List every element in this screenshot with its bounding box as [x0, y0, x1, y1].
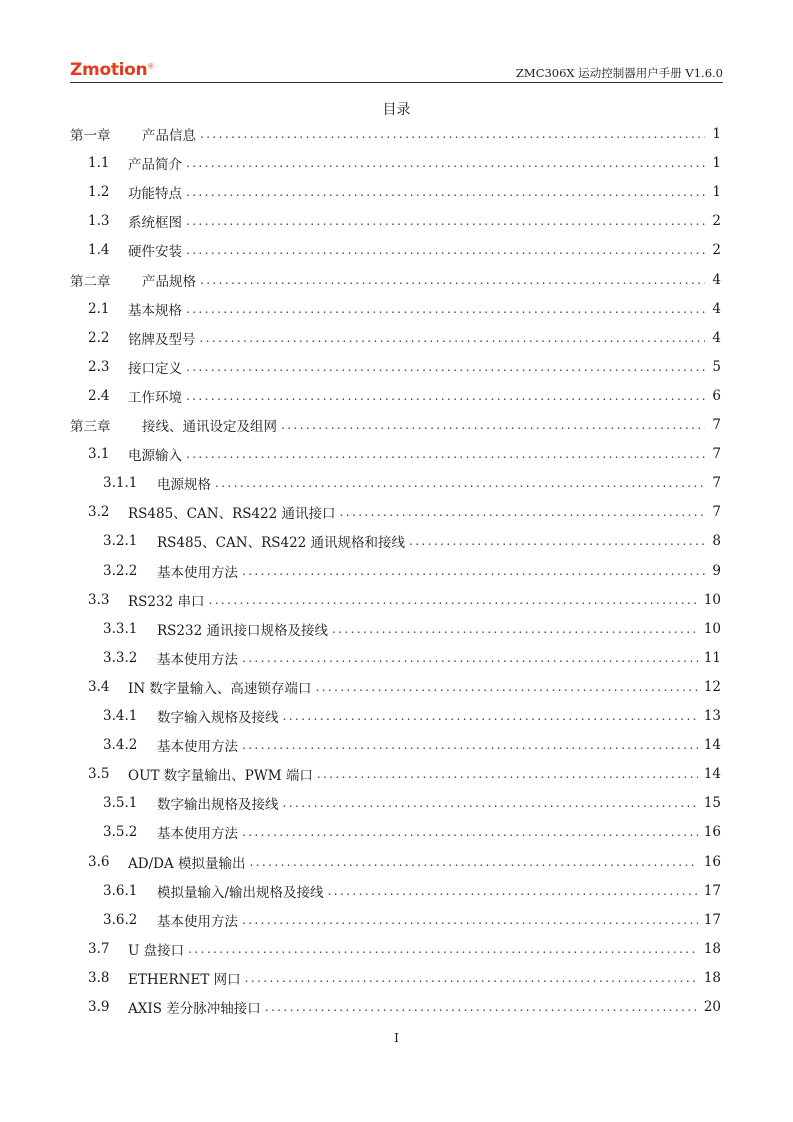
toc-entry-page: 4: [712, 330, 721, 346]
toc-entry-number: 3.3.2: [103, 650, 138, 666]
toc-entry-title: 产品信息: [142, 128, 196, 144]
toc-dot-leader: [332, 619, 698, 639]
toc-dot-leader: [186, 240, 705, 260]
toc-entry-number: 2.3: [88, 359, 110, 375]
toc-entry[interactable]: [103, 619, 721, 639]
toc-dot-leader: [200, 124, 705, 144]
toc-dot-leader: [186, 182, 705, 202]
toc-dot-leader: [215, 473, 705, 493]
toc-entry-title: AD/DA 模拟量输出: [128, 856, 246, 872]
toc-entry[interactable]: [88, 386, 721, 406]
toc-entry[interactable]: [70, 124, 721, 144]
toc-entry-title: RS232 串口: [128, 594, 205, 610]
toc-entry-page: 17: [703, 883, 721, 899]
registered-mark: ®: [147, 62, 155, 71]
toc-entry[interactable]: [103, 735, 721, 755]
toc-entry-title: 基本使用方法: [157, 739, 238, 755]
toc-entry-number: 3.9: [88, 999, 110, 1015]
toc-entry-title: AXIS 差分脉冲轴接口: [128, 1001, 261, 1017]
toc-entry-page: 12: [703, 679, 721, 695]
toc-entry-page: 14: [703, 737, 721, 753]
toc-dot-leader: [283, 793, 698, 813]
toc-entry-page: 14: [703, 766, 721, 782]
toc-entry-number: 3.3.1: [103, 621, 138, 637]
toc-entry-number: 3.5.2: [103, 824, 138, 840]
toc-entry[interactable]: [103, 648, 721, 668]
toc-dot-leader: [200, 270, 705, 290]
toc-entry[interactable]: [88, 677, 721, 697]
toc-entry-title: 产品简介: [128, 157, 182, 173]
toc-entry-number: 3.1.1: [103, 475, 138, 491]
toc-entry-title: OUT 数字量输出、PWM 端口: [128, 768, 313, 784]
toc-entry[interactable]: [88, 357, 721, 377]
toc-entry-title: U 盘接口: [128, 943, 185, 959]
toc-heading: 目录: [382, 102, 411, 118]
manual-title: ZMC306X 运动控制器用户手册 V1.6.0: [515, 66, 723, 80]
toc-entry-page: 11: [703, 650, 721, 666]
toc-entry[interactable]: [88, 939, 721, 959]
toc-entry-number: 1.3: [88, 213, 110, 229]
toc-entry-title: 模拟量输入/输出规格及接线: [157, 885, 324, 901]
toc-entry-page: 10: [703, 621, 721, 637]
toc-entry[interactable]: [103, 822, 721, 842]
toc-entry-title: ETHERNET 网口: [128, 972, 241, 988]
toc-entry-page: 7: [712, 504, 721, 520]
toc-entry[interactable]: [70, 270, 721, 290]
toc-entry[interactable]: [88, 211, 721, 231]
toc-entry-number: 3.3: [88, 592, 110, 608]
header-divider: [70, 82, 723, 83]
toc-entry-page: 1: [712, 184, 721, 200]
toc-entry-number: 3.6.2: [103, 912, 138, 928]
toc-entry-number: 1.1: [88, 155, 110, 171]
toc-entry-title: 数字输入规格及接线: [157, 710, 279, 726]
toc-entry-number: 第二章: [70, 274, 111, 290]
toc-entry-number: 3.5: [88, 766, 110, 782]
toc-entry-title: 基本使用方法: [157, 652, 238, 668]
toc-entry-title: 基本使用方法: [157, 826, 238, 842]
toc-entry[interactable]: [88, 968, 721, 988]
toc-entry-title: 基本使用方法: [157, 565, 238, 581]
toc-entry[interactable]: [70, 415, 721, 435]
toc-entry[interactable]: [88, 153, 721, 173]
toc-entry-number: 2.1: [88, 301, 110, 317]
toc-entry-page: 16: [703, 854, 721, 870]
toc-entry-number: 3.8: [88, 970, 110, 986]
toc-entry[interactable]: [103, 531, 721, 551]
toc-entry-page: 5: [712, 359, 721, 375]
toc-entry-page: 6: [712, 388, 721, 404]
toc-dot-leader: [186, 211, 705, 231]
toc-entry-page: 7: [712, 446, 721, 462]
toc-entry[interactable]: [88, 299, 721, 319]
toc-entry-title: 基本规格: [128, 303, 182, 319]
toc-entry[interactable]: [103, 910, 721, 930]
toc-dot-leader: [340, 502, 705, 522]
toc-dot-leader: [208, 590, 697, 610]
toc-entry-title: RS485、CAN、RS422 通讯规格和接线: [157, 535, 406, 551]
toc-entry-title: 接线、通讯设定及组网: [142, 419, 277, 435]
toc-entry-title: 功能特点: [128, 186, 182, 202]
toc-entry-number: 3.4: [88, 679, 110, 695]
toc-entry-number: 1.4: [88, 242, 110, 258]
toc-entry-page: 1: [712, 155, 721, 171]
toc-entry[interactable]: [103, 706, 721, 726]
toc-entry-title: 系统框图: [128, 215, 182, 231]
toc-entry[interactable]: [88, 328, 721, 348]
toc-dot-leader: [188, 939, 698, 959]
toc-entry-page: 9: [712, 563, 721, 579]
toc-dot-leader: [245, 968, 698, 988]
toc-entry[interactable]: [88, 240, 721, 260]
toc-entry-page: 18: [703, 970, 721, 986]
toc-entry-title: RS232 通讯接口规格及接线: [157, 623, 328, 639]
toc-dot-leader: [409, 531, 705, 551]
toc-dot-leader: [315, 677, 697, 697]
toc-entry[interactable]: [103, 561, 721, 581]
toc-dot-leader: [242, 910, 698, 930]
toc-dot-leader: [242, 648, 698, 668]
toc-dot-leader: [242, 822, 698, 842]
toc-entry-number: 3.2: [88, 504, 110, 520]
toc-entry-title: IN 数字量输入、高速锁存端口: [128, 681, 312, 697]
toc-dot-leader: [186, 357, 705, 377]
toc-dot-leader: [242, 561, 705, 581]
zmotion-logo: [70, 60, 154, 80]
toc-entry-number: 3.6.1: [103, 883, 138, 899]
toc-entry-title: 产品规格: [142, 274, 196, 290]
toc-entry[interactable]: [88, 852, 721, 872]
toc-entry-number: 2.4: [88, 388, 110, 404]
toc-dot-leader: [186, 153, 705, 173]
toc-entry-page: 15: [703, 795, 721, 811]
toc-dot-leader: [200, 328, 706, 348]
toc-entry-number: 3.4.2: [103, 737, 138, 753]
toc-entry-title: 基本使用方法: [157, 914, 238, 930]
toc-entry-page: 13: [703, 708, 721, 724]
toc-entry-title: 电源输入: [128, 448, 182, 464]
toc-entry-page: 18: [703, 941, 721, 957]
toc-entry-title: 数字输出规格及接线: [157, 797, 279, 813]
toc-entry-page: 2: [712, 213, 721, 229]
toc-dot-leader: [242, 735, 698, 755]
toc-entry[interactable]: [88, 444, 721, 464]
toc-entry[interactable]: [103, 793, 721, 813]
toc-entry-title: 铭牌及型号: [128, 332, 196, 348]
toc-entry-title: 接口定义: [128, 361, 182, 377]
toc-entry-number: 第三章: [70, 419, 111, 435]
toc-entry-number: 第一章: [70, 128, 111, 144]
toc-entry-page: 1: [712, 126, 721, 142]
toc-dot-leader: [186, 299, 705, 319]
toc-entry-number: 3.6: [88, 854, 110, 870]
toc-dot-leader: [250, 852, 698, 872]
toc-entry[interactable]: [88, 590, 721, 610]
toc-entry-number: 3.2.2: [103, 563, 138, 579]
toc-dot-leader: [186, 444, 705, 464]
toc-entry[interactable]: [103, 473, 721, 493]
toc-entry-page: 8: [712, 533, 721, 549]
toc-entry[interactable]: [88, 182, 721, 202]
toc-entry-number: 3.1: [88, 446, 110, 462]
toc-entry-title: 电源规格: [157, 477, 211, 493]
toc-entry[interactable]: [88, 997, 721, 1017]
toc-entry-page: 2: [712, 242, 721, 258]
toc-entry-number: 3.2.1: [103, 533, 138, 549]
toc-entry[interactable]: [88, 764, 721, 784]
toc-dot-leader: [186, 386, 705, 406]
toc-entry[interactable]: [88, 502, 721, 522]
toc-entry[interactable]: [103, 881, 721, 901]
toc-entry-page: 7: [712, 417, 721, 433]
toc-entry-number: 3.7: [88, 941, 110, 957]
toc-entry-page: 17: [703, 912, 721, 928]
toc-dot-leader: [283, 706, 698, 726]
toc-entry-number: 2.2: [88, 330, 110, 346]
toc-entry-number: 1.2: [88, 184, 110, 200]
toc-entry-page: 4: [712, 272, 721, 288]
toc-entry-number: 3.4.1: [103, 708, 138, 724]
toc-entry-title: 工作环境: [128, 390, 182, 406]
toc-entry-title: RS485、CAN、RS422 通讯接口: [128, 506, 336, 522]
toc-entry-page: 10: [703, 592, 721, 608]
toc-entry-page: 20: [703, 999, 721, 1015]
toc-entry-page: 4: [712, 301, 721, 317]
toc-entry-number: 3.5.1: [103, 795, 138, 811]
toc-entry-page: 7: [712, 475, 721, 491]
toc-dot-leader: [265, 997, 698, 1017]
toc-dot-leader: [328, 881, 698, 901]
toc-dot-leader: [317, 764, 698, 784]
page-header: [70, 60, 723, 82]
toc-entry-title: 硬件安装: [128, 244, 182, 260]
toc-entry-page: 16: [703, 824, 721, 840]
logo-text: Zmotion: [70, 60, 148, 80]
toc-dot-leader: [281, 415, 705, 435]
page-number: I: [394, 1031, 399, 1045]
